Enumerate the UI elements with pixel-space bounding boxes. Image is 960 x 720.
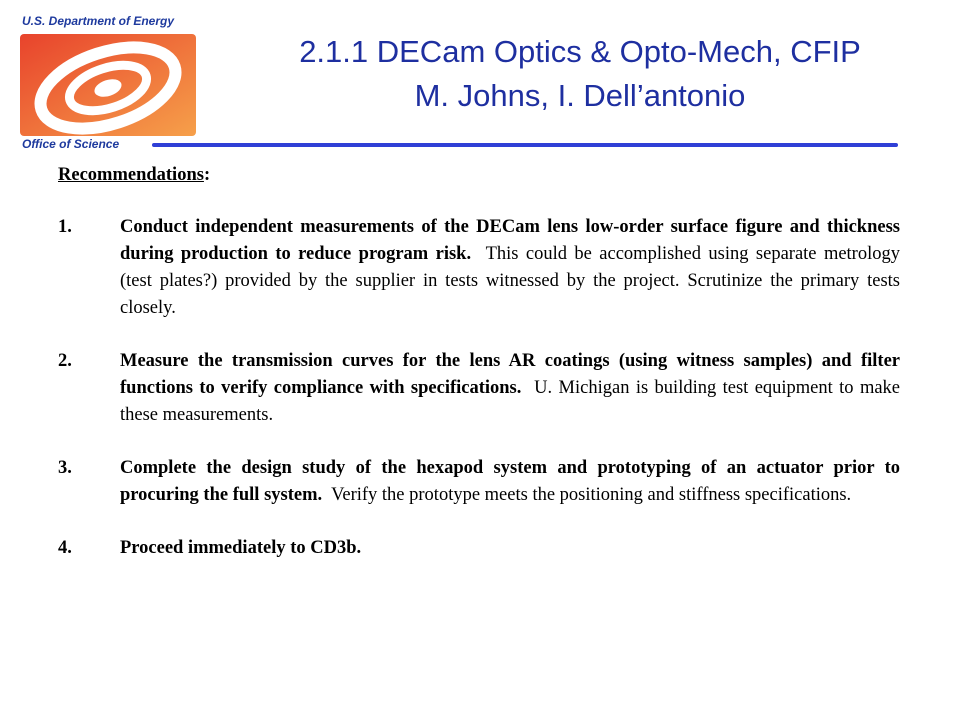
recommendations-heading-colon: :: [203, 165, 211, 185]
recommendation-bold-text: Measure the transmission curves for the lens AR coatings (using witness samples) and filter functions to verify compliance with specifications.: [120, 351, 900, 398]
doe-logo-block: [20, 8, 220, 158]
title-divider: [152, 143, 898, 147]
title-line-1: 2.1.1 DECam Optics & Opto-Mech, CFIP: [299, 34, 861, 69]
recommendations-heading: [58, 162, 900, 189]
doe-logo-icon: [20, 34, 196, 136]
recommendation-normal-text: This could be accomplished using separate metrology (test plates?) provided by the supplier in tests witnessed by the project. Scrutinize the primary tests closely.: [120, 244, 900, 318]
recommendation-item-1: [58, 214, 900, 322]
recommendations-heading-text: Recommendations: [58, 165, 204, 185]
recommendation-item-3: [58, 455, 900, 509]
recommendation-text: [120, 214, 900, 322]
recommendation-text: [120, 455, 900, 509]
recommendation-bold-text: Proceed immediately to CD3b.: [120, 538, 362, 558]
title-line-2: M. Johns, I. Dell’antonio: [414, 78, 746, 113]
recommendation-item-2: [58, 348, 900, 429]
recommendations-section: [58, 162, 900, 588]
slide-title: [200, 30, 960, 118]
recommendation-number: 4.: [58, 538, 72, 558]
recommendation-bold-text: Conduct independent measurements of the DECam lens low-order surface figure and thickness during production to reduce program risk.: [120, 217, 900, 264]
recommendation-number: 1.: [58, 217, 72, 237]
doe-department-label: U.S. Department of Energy: [22, 14, 175, 28]
recommendation-number: 3.: [58, 458, 72, 478]
recommendation-bold-text: Complete the design study of the hexapod system and prototyping of an actuator prior to procuring the full system.: [120, 458, 900, 505]
recommendation-item-4: [58, 535, 900, 562]
recommendation-text: [120, 535, 900, 562]
recommendation-normal-text: Verify the prototype meets the positioning and stiffness specifications.: [331, 485, 852, 505]
recommendation-normal-text: U. Michigan is building test equipment to make these measurements.: [120, 378, 901, 425]
recommendation-number: 2.: [58, 351, 72, 371]
office-of-science-label: Office of Science: [22, 137, 120, 151]
recommendation-text: [120, 348, 900, 429]
